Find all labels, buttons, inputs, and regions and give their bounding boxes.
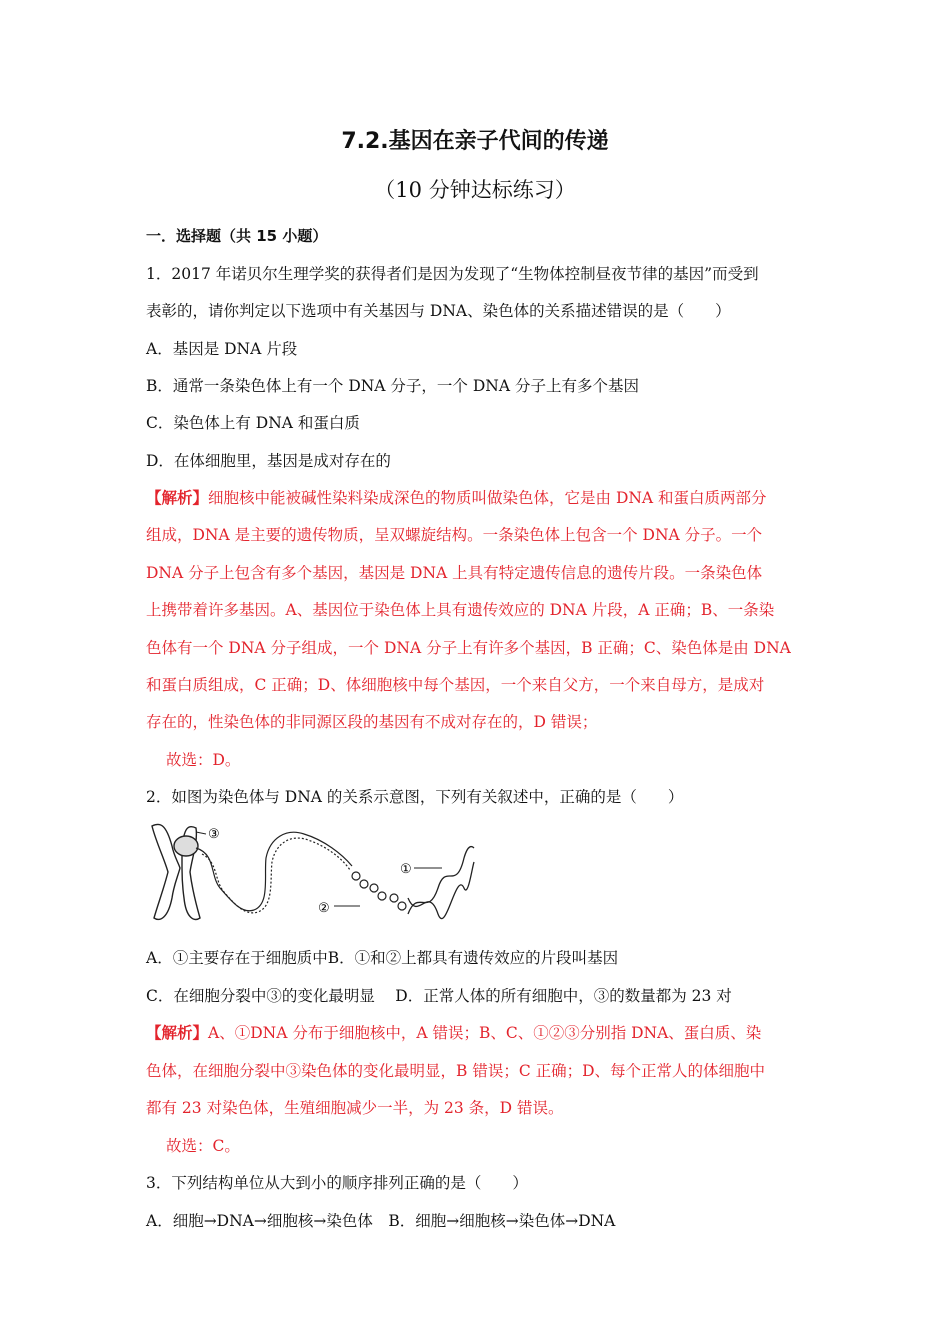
q2-option-ab: A．①主要存在于细胞质中B．①和②上都具有遗传效应的片段叫基因 (146, 949, 619, 967)
figure-label-2: ② (318, 901, 330, 916)
q2-analysis-line (146, 1021, 814, 1043)
page-subtitle: （10 分钟达标练习） (374, 178, 576, 202)
q1-analysis-line: 组成，DNA 是主要的遗传物质，呈双螺旋结构。一条染色体上包含一个 DNA 分子。一个 (146, 526, 763, 544)
q2-analysis-line: 都有 23 对染色体，生殖细胞减少一半，为 23 条，D 错误。 (146, 1099, 564, 1117)
q1-option-b: B．通常一条染色体上有一个 DNA 分子，一个 DNA 分子上有多个基因 (146, 377, 639, 395)
section-heading: 一．选择题（共 15 小题） (146, 227, 328, 245)
analysis-tag: 【解析】 (146, 1023, 209, 1042)
q1-stem-line: 表彰的，请你判定以下选项中有关基因与 DNA、染色体的关系描述错误的是（ ） (146, 302, 731, 320)
q1-option-d: D．在体细胞里，基因是成对存在的 (146, 452, 391, 470)
page-title: 7.2.基因在亲子代间的传递 (341, 129, 609, 154)
analysis-tag: 【解析】 (146, 488, 209, 507)
protein-beads (352, 872, 406, 910)
chromosome-shape (152, 824, 200, 919)
q3-stem-line: 3．下列结构单位从大到小的顺序排列正确的是（ ） (146, 1174, 528, 1192)
q3-option-ab: A．细胞→DNA→细胞核→染色体 B．细胞→细胞核→染色体→DNA (146, 1212, 616, 1230)
q1-option-a: A．基因是 DNA 片段 (146, 340, 298, 358)
q2-option-cd: C．在细胞分裂中③的变化最明显 D．正常人体的所有细胞中，③的数量都为 23 对 (146, 987, 732, 1005)
q2-stem-line: 2．如图为染色体与 DNA 的关系示意图，下列有关叙述中，正确的是（ ） (146, 788, 684, 806)
chromosome-dna-diagram (146, 818, 476, 926)
figure-label-1: ① (400, 862, 412, 877)
q1-analysis-line: 色体有一个 DNA 分子组成，一个 DNA 分子上有许多个基因，B 正确；C、染色体是由 DNA (146, 639, 791, 657)
q1-analysis-line: 存在的，性染色体的非同源区段的基因有不成对存在的，D 错误； (146, 713, 598, 731)
q2-analysis-line: 色体，在细胞分裂中③染色体的变化最明显，B 错误；C 正确；D、每个正常人的体细胞中 (146, 1062, 766, 1080)
q1-analysis-line: DNA 分子上包含有多个基因，基因是 DNA 上具有特定遗传信息的遗传片段。一条染色体 (146, 564, 763, 582)
q1-option-c: C．染色体上有 DNA 和蛋白质 (146, 414, 360, 432)
q1-answer: 故选：D。 (166, 751, 241, 769)
q1-stem-line: 1．2017 年诺贝尔生理学奖的获得者们是因为发现了“生物体控制昼夜节律的基因”而受到 (146, 265, 759, 283)
q1-analysis-line: 上携带着许多基因。A、基因位于染色体上具有遗传效应的 DNA 片段，A 正确；B、一条染 (146, 601, 775, 619)
q1-analysis-line (146, 486, 814, 508)
q2-analysis-text: A、①DNA 分布于细胞核中，A 错误；B、C、①②③分别指 DNA、蛋白质、染 (208, 1024, 762, 1042)
q2-answer: 故选：C。 (166, 1137, 240, 1155)
q1-analysis-line: 和蛋白质组成，C 正确；D、体细胞核中每个基因，一个来自父方，一个来自母方，是成对 (146, 676, 765, 694)
dna-double-helix (408, 847, 474, 919)
q1-analysis-text: 细胞核中能被碱性染料染成深色的物质叫做染色体，它是由 DNA 和蛋白质两部分 (208, 489, 767, 507)
figure-label-3: ③ (208, 827, 220, 842)
